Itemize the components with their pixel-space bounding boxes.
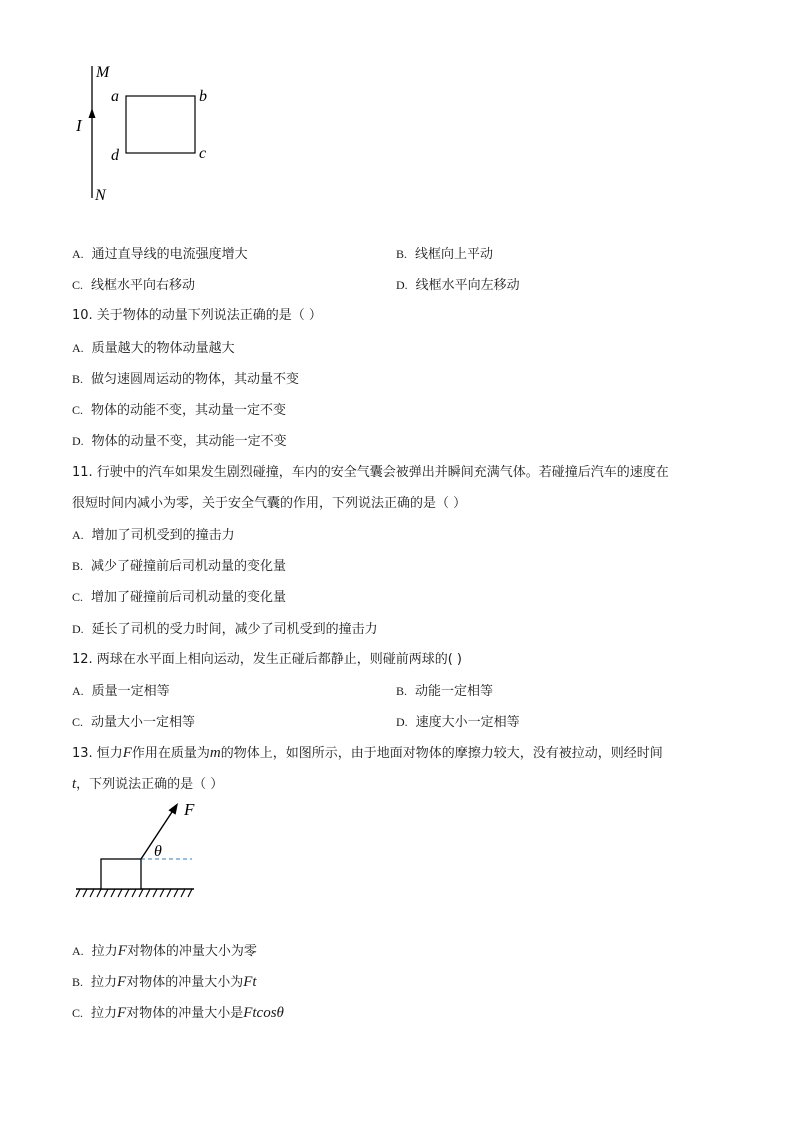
label-theta: θ — [154, 843, 162, 860]
q12-option-a: A. 质量一定相等 — [72, 684, 170, 699]
q13-option-c: C. 拉力F对物体的冲量大小是Ftcosθ — [72, 1005, 284, 1021]
q11-stem-line1: 11. 行驶中的汽车如果发生剧烈碰撞，车内的安全气囊会被弹出并瞬间充满气体。若碰撞后汽车的速度在 — [72, 465, 669, 480]
q12-option-d: D. 速度大小一定相等 — [396, 715, 520, 730]
label-M: M — [96, 64, 110, 81]
label-d: d — [111, 147, 119, 164]
label-N: N — [95, 187, 106, 204]
q11-stem-line2: 很短时间内减小为零，关于安全气囊的作用，下列说法正确的是（ ） — [72, 496, 467, 511]
force-arrowhead-icon — [168, 803, 178, 815]
figure-wire-and-loop — [70, 60, 230, 210]
q12-option-c: C. 动量大小一定相等 — [72, 715, 196, 730]
wire-loop-abcd — [126, 96, 195, 153]
q10-option-a: A. 质量越大的物体动量越大 — [72, 341, 235, 356]
label-b: b — [199, 88, 207, 105]
q9-option-b: B. 线框向上平动 — [396, 247, 494, 262]
q12-option-b: B. 动能一定相等 — [396, 684, 494, 699]
q13-stem-line1: 13. 恒力F作用在质量为m的物体上，如图所示，由于地面对物体的摩擦力较大，没有被拉动，则经时间 — [72, 745, 663, 761]
label-a: a — [111, 88, 119, 105]
q9-option-a: A. 通过直导线的电流强度增大 — [72, 247, 248, 262]
q9-option-c: C. 线框水平向右移动 — [72, 278, 196, 293]
q11-option-d: D. 延长了司机的受力时间，减少了司机受到的撞击力 — [72, 622, 378, 637]
q12-stem: 12. 两球在水平面上相向运动，发生正碰后都静止，则碰前两球的( ) — [72, 652, 462, 667]
figure-force-on-block — [70, 796, 205, 902]
q10-option-c: C. 物体的动能不变，其动量一定不变 — [72, 403, 287, 418]
label-I: I — [76, 116, 82, 135]
q11-option-b: B. 减少了碰撞前后司机动量的变化量 — [72, 559, 287, 574]
q13-stem-line2: t，下列说法正确的是（ ） — [72, 776, 224, 792]
label-F: F — [184, 800, 195, 819]
q10-option-b: B. 做匀速圆周运动的物体，其动量不变 — [72, 372, 300, 387]
q11-option-c: C. 增加了碰撞前后司机动量的变化量 — [72, 590, 287, 605]
q11-option-a: A. 增加了司机受到的撞击力 — [72, 528, 235, 543]
ground-hatching — [76, 889, 192, 897]
q10-stem: 10. 关于物体的动量下列说法正确的是（ ） — [72, 308, 322, 323]
q10-option-d: D. 物体的动量不变，其动能一定不变 — [72, 434, 287, 449]
label-c: c — [199, 145, 207, 162]
block — [101, 859, 141, 889]
current-arrow-icon — [89, 108, 96, 118]
q9-option-d: D. 线框水平向左移动 — [396, 278, 520, 293]
q13-option-a: A. 拉力F对物体的冲量大小为零 — [72, 943, 257, 959]
q13-option-b: B. 拉力F对物体的冲量大小为Ft — [72, 974, 257, 990]
